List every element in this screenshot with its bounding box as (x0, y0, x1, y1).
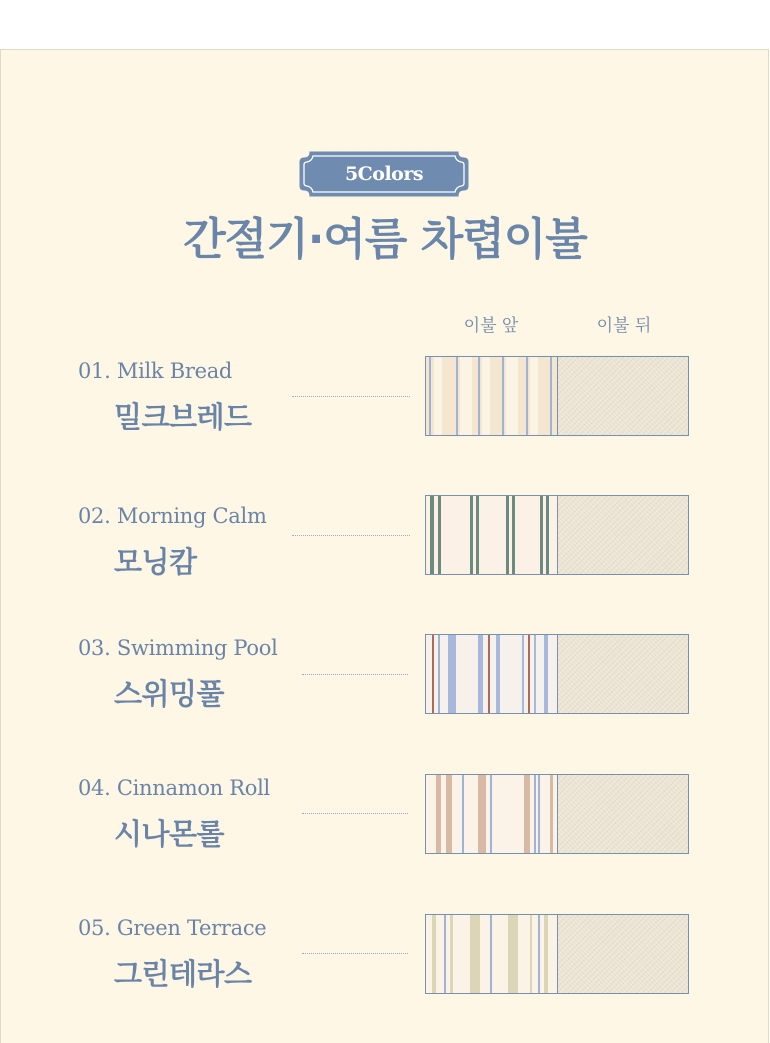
page-title: 간절기·여름 차렵이불 (183, 214, 587, 265)
badge-label: 5Colors (344, 163, 424, 185)
stripe-pattern-green-terrace-icon (426, 915, 558, 993)
linen-texture-icon (558, 496, 688, 574)
item-4-korean-name: 시나몬롤 (114, 817, 225, 851)
item-2-leader-line (292, 535, 410, 536)
item-5-korean-name: 그린테라스 (114, 957, 252, 991)
item-5-english-name: 05. Green Terrace (78, 916, 267, 940)
item-4-english-name: 04. Cinnamon Roll (78, 776, 270, 800)
item-1-korean-name: 밀크브레드 (114, 400, 252, 434)
item-1-leader-line (292, 396, 410, 397)
column-header-back: 이불 뒤 (596, 316, 652, 336)
column-header-front: 이불 앞 (463, 316, 519, 336)
item-2-korean-name: 모닝캄 (114, 545, 197, 579)
linen-texture-icon (558, 775, 688, 853)
stripe-pattern-cinnamon-roll-icon (426, 775, 558, 853)
colors-badge (298, 150, 470, 198)
item-5-swatch (425, 914, 689, 994)
item-1-english-name: 01. Milk Bread (78, 359, 233, 383)
item-3-english-name: 03. Swimming Pool (78, 636, 278, 660)
item-1-swatch (425, 356, 689, 436)
stripe-pattern-swimming-pool-icon (426, 635, 558, 713)
item-3-leader-line (302, 674, 408, 675)
stripe-pattern-milk-bread-icon (426, 357, 558, 435)
linen-texture-icon (558, 635, 688, 713)
item-3-swatch (425, 634, 689, 714)
item-4-swatch (425, 774, 689, 854)
item-2-swatch (425, 495, 689, 575)
stripe-pattern-morning-calm-icon (426, 496, 558, 574)
linen-texture-icon (558, 915, 688, 993)
item-3-korean-name: 스위밍풀 (114, 677, 225, 711)
item-4-leader-line (302, 813, 408, 814)
linen-texture-icon (558, 357, 688, 435)
item-5-leader-line (302, 953, 408, 954)
item-2-english-name: 02. Morning Calm (78, 504, 267, 528)
